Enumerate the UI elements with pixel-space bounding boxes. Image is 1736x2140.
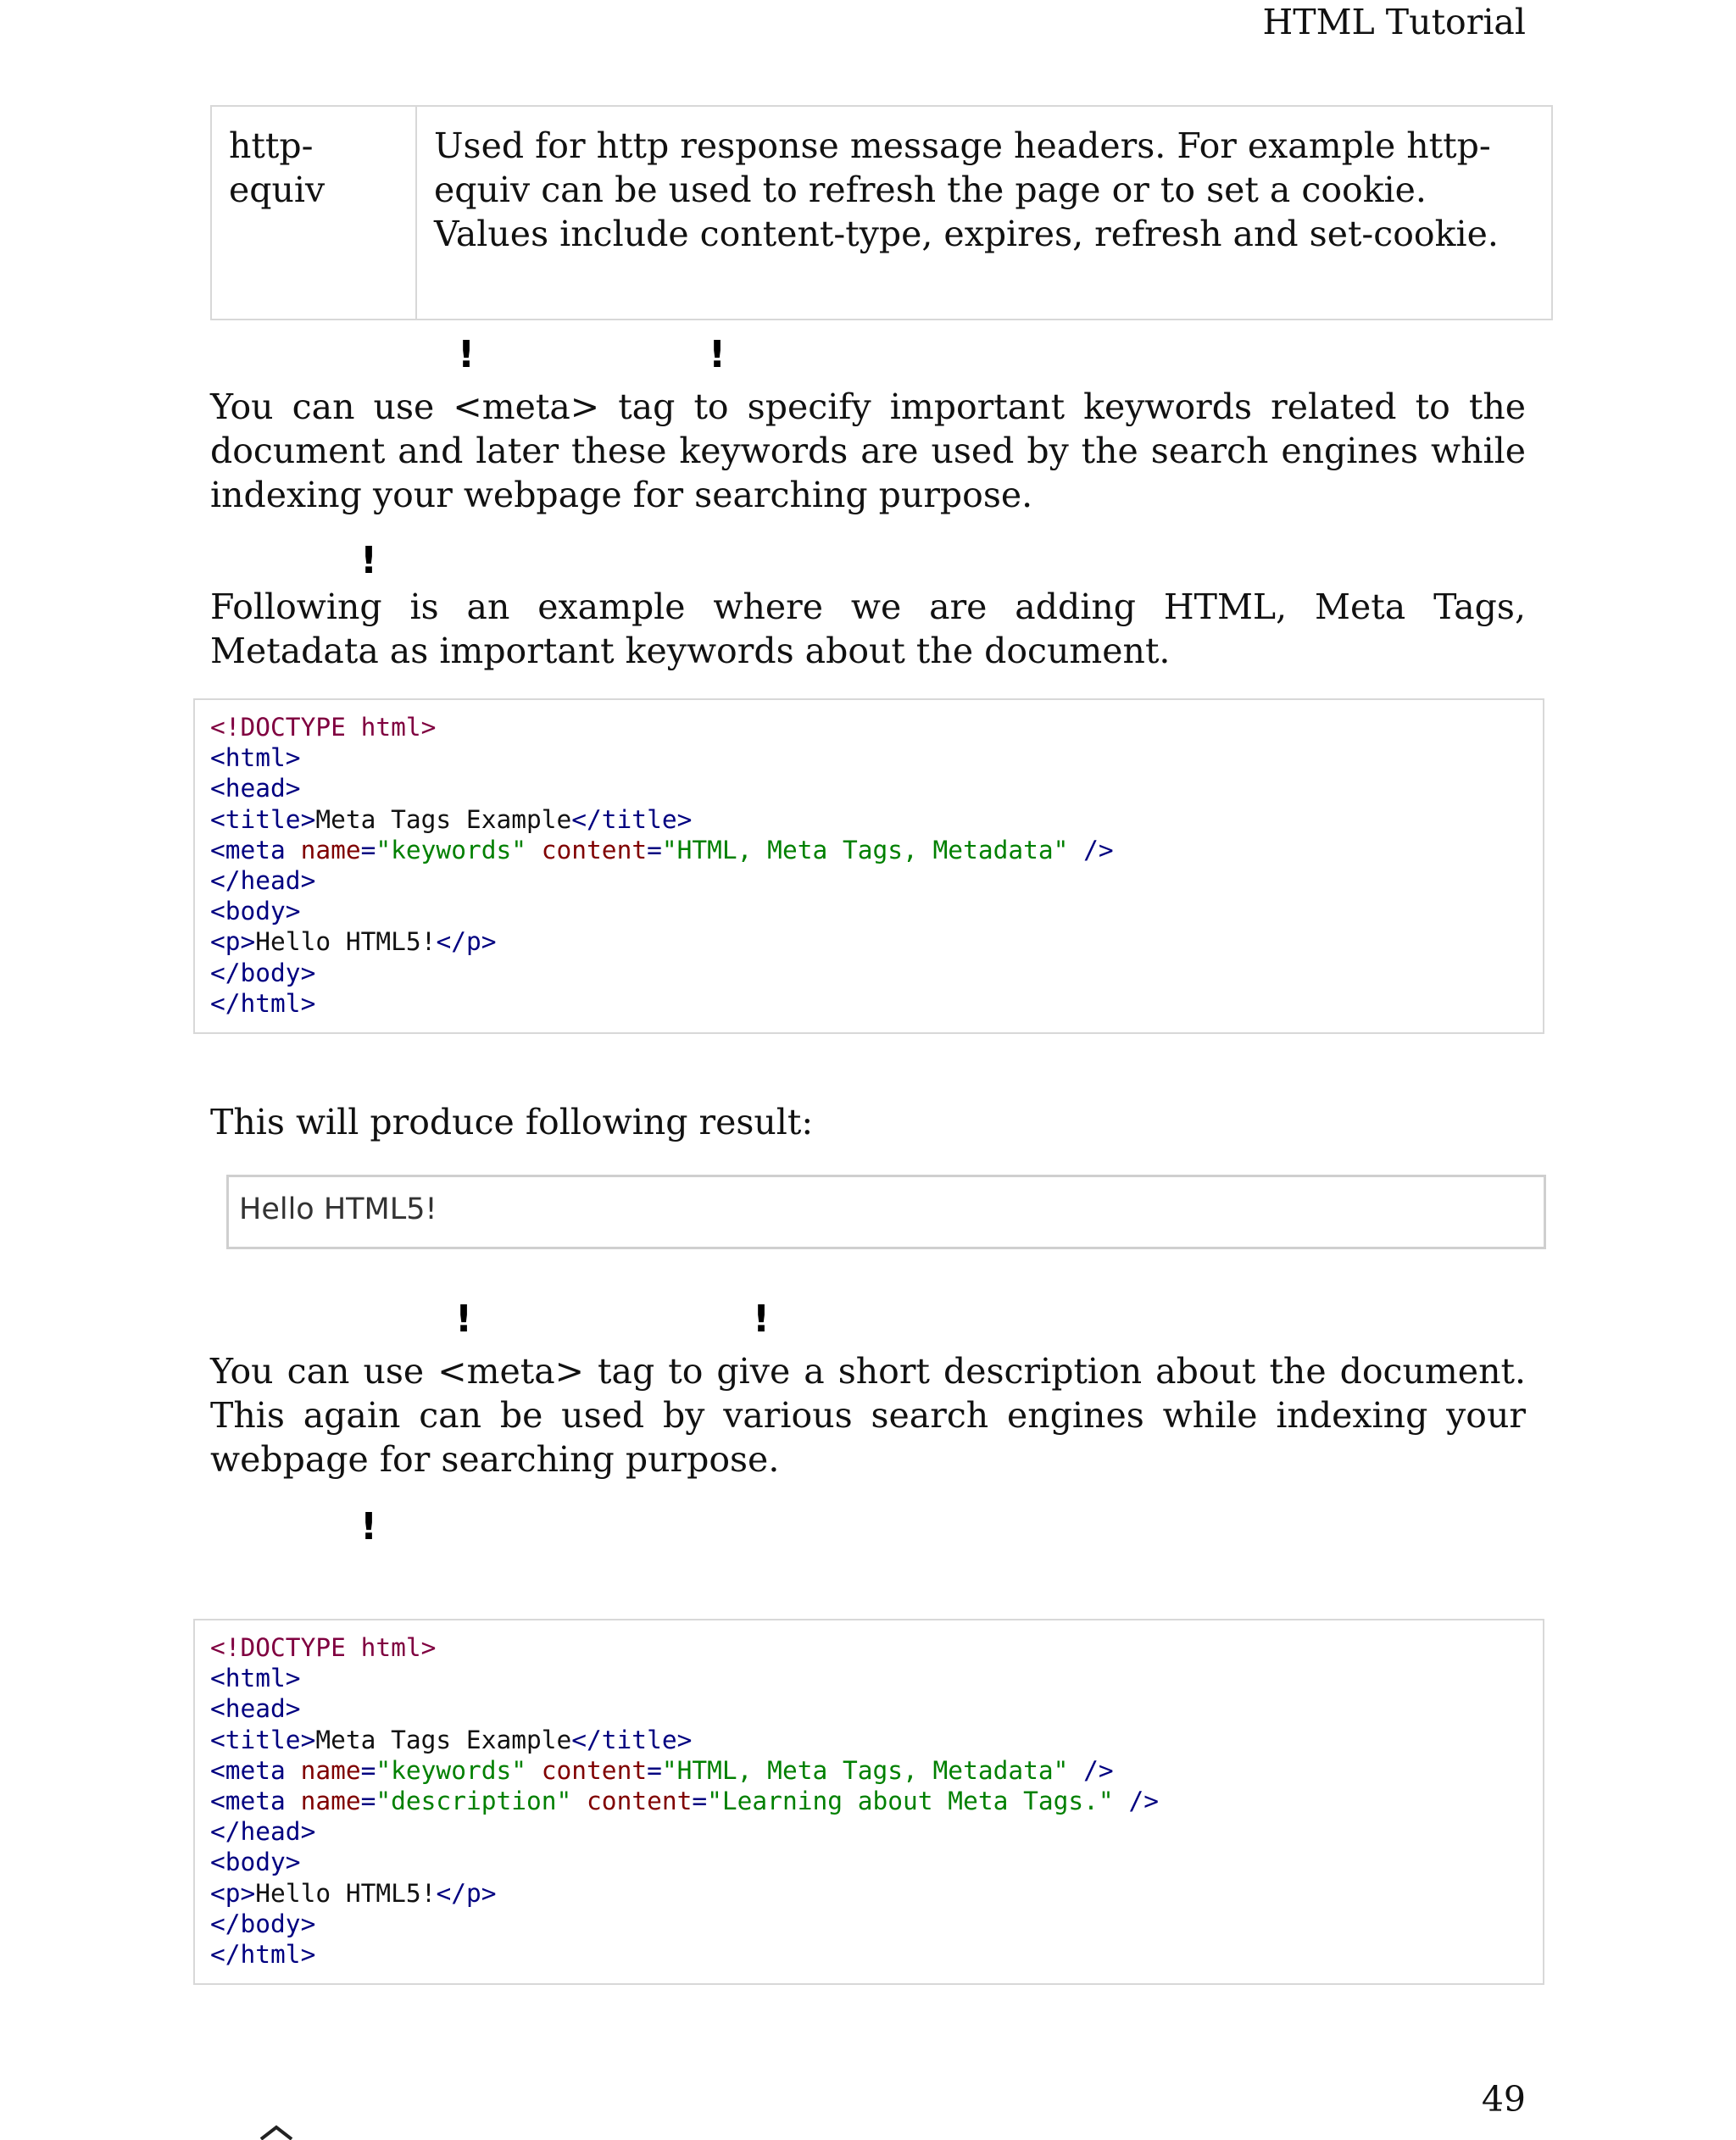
code-token: </body> — [210, 958, 316, 987]
code-line — [210, 1786, 1527, 1816]
code-token: <title> — [210, 804, 316, 834]
code-token: <meta — [210, 1755, 301, 1785]
code-token: Hello HTML5! — [255, 927, 437, 957]
code-line — [210, 1847, 1527, 1877]
code-token: = — [360, 835, 376, 864]
code-token: "HTML, Meta Tags, Metadata" — [661, 1755, 1069, 1785]
code-token: "Learning about Meta Tags." — [707, 1786, 1114, 1815]
code-line — [210, 958, 1527, 988]
code-token — [526, 836, 542, 864]
code-token: "keywords" — [376, 1755, 526, 1785]
heading-mark-1: ! — [458, 333, 476, 376]
attribute-name-cell — [212, 107, 417, 319]
code-line — [210, 988, 1527, 1019]
code-line — [210, 1909, 1527, 1939]
example-heading-mark-1: ! — [360, 539, 378, 582]
code-token: name — [300, 1755, 361, 1785]
code-token: = — [647, 1755, 662, 1785]
header-title: HTML Tutorial — [1262, 2, 1526, 42]
code-token: </title> — [571, 804, 693, 834]
code-token: <meta — [210, 835, 301, 864]
code-token: content — [541, 1755, 648, 1785]
code-token: = — [360, 1755, 376, 1785]
code-token: "keywords" — [376, 835, 526, 864]
code-token: <meta — [210, 1786, 301, 1815]
code-token: = — [360, 1786, 376, 1815]
code-token: </html> — [210, 988, 316, 1018]
code-line — [210, 1755, 1527, 1786]
attribute-table — [210, 105, 1553, 320]
code-token: </head> — [210, 1817, 316, 1847]
description-paragraph: You can use <meta> tag to give a short description about the document. This again can be used by various search engines while indexing your webpage for searching purpose. — [210, 1351, 1526, 1480]
attribute-name: http- equiv — [229, 125, 326, 210]
code-token: Meta Tags Example — [315, 1725, 572, 1754]
code-line — [210, 804, 1527, 835]
code-token: name — [300, 835, 361, 864]
code-token: </head> — [210, 865, 316, 895]
code-line — [210, 1816, 1527, 1847]
code-token: "description" — [376, 1786, 572, 1815]
heading-mark-2: ! — [709, 333, 726, 376]
code-token: </title> — [571, 1725, 693, 1754]
code-token: <title> — [210, 1725, 316, 1754]
code-token: <html> — [210, 743, 301, 773]
code-token: Meta Tags Example — [315, 804, 572, 834]
code-token: <!DOCTYPE html> — [210, 713, 437, 742]
code-block-description — [193, 1619, 1544, 1985]
attribute-description-cell — [417, 107, 1551, 319]
code-token: <body> — [210, 1848, 301, 1877]
code-token: <head> — [210, 774, 301, 803]
code-token: <!DOCTYPE html> — [210, 1633, 437, 1662]
code-token: <body> — [210, 897, 301, 926]
attribute-description: Used for http response message headers. For example http-equiv can be used to refresh the page or to set a cookie. Values include content-type, expires, refresh and set-cookie. — [434, 125, 1499, 254]
code-block-keywords — [193, 698, 1544, 1034]
code-token: Hello HTML5! — [255, 1878, 437, 1908]
code-line — [210, 896, 1527, 926]
code-token: <p> — [210, 1878, 256, 1908]
chevron-up-icon — [253, 2123, 300, 2140]
code-line — [210, 773, 1527, 803]
code-token: </p> — [436, 1878, 497, 1908]
code-token: = — [647, 835, 662, 864]
code-token: "HTML, Meta Tags, Metadata" — [661, 835, 1069, 864]
result-output-box — [226, 1175, 1546, 1249]
code-token: </body> — [210, 1909, 316, 1938]
code-token: /> — [1068, 1755, 1114, 1785]
code-token: /> — [1113, 1786, 1159, 1815]
code-line — [210, 1693, 1527, 1724]
code-token: = — [692, 1786, 708, 1815]
code-token: content — [587, 1786, 693, 1815]
heading-mark-3: ! — [455, 1298, 473, 1341]
example-heading-mark-2: ! — [360, 1505, 378, 1548]
code-token: /> — [1068, 835, 1114, 864]
code-token — [526, 1756, 542, 1785]
code-token — [571, 1787, 587, 1815]
code-line — [210, 1939, 1527, 1970]
code-token: </p> — [436, 927, 497, 957]
code-token: name — [300, 1786, 361, 1815]
code-line — [210, 1632, 1527, 1663]
result-output-text: Hello HTML5! — [239, 1192, 437, 1226]
code-line — [210, 926, 1527, 957]
code-line — [210, 712, 1527, 742]
heading-mark-4: ! — [753, 1298, 771, 1341]
code-lines — [210, 1632, 1527, 1970]
code-line — [210, 835, 1527, 865]
code-token: <html> — [210, 1664, 301, 1693]
code-line — [210, 1878, 1527, 1909]
keywords-example-intro: Following is an example where we are adding HTML, Meta Tags, Metadata as important keywords about the document. — [210, 586, 1526, 671]
code-line — [210, 1725, 1527, 1755]
code-line — [210, 1663, 1527, 1693]
result-intro: This will produce following result: — [210, 1102, 814, 1142]
keywords-paragraph: You can use <meta> tag to specify important keywords related to the document and later these keywords are used by the search engines while indexing your webpage for searching purpose. — [210, 386, 1526, 515]
code-line — [210, 742, 1527, 773]
page-number: 49 — [1481, 2079, 1526, 2120]
code-token: <p> — [210, 927, 256, 957]
code-token: content — [541, 835, 648, 864]
code-lines — [210, 712, 1527, 1019]
code-line — [210, 865, 1527, 896]
code-token: <head> — [210, 1694, 301, 1724]
code-token: </html> — [210, 1939, 316, 1969]
